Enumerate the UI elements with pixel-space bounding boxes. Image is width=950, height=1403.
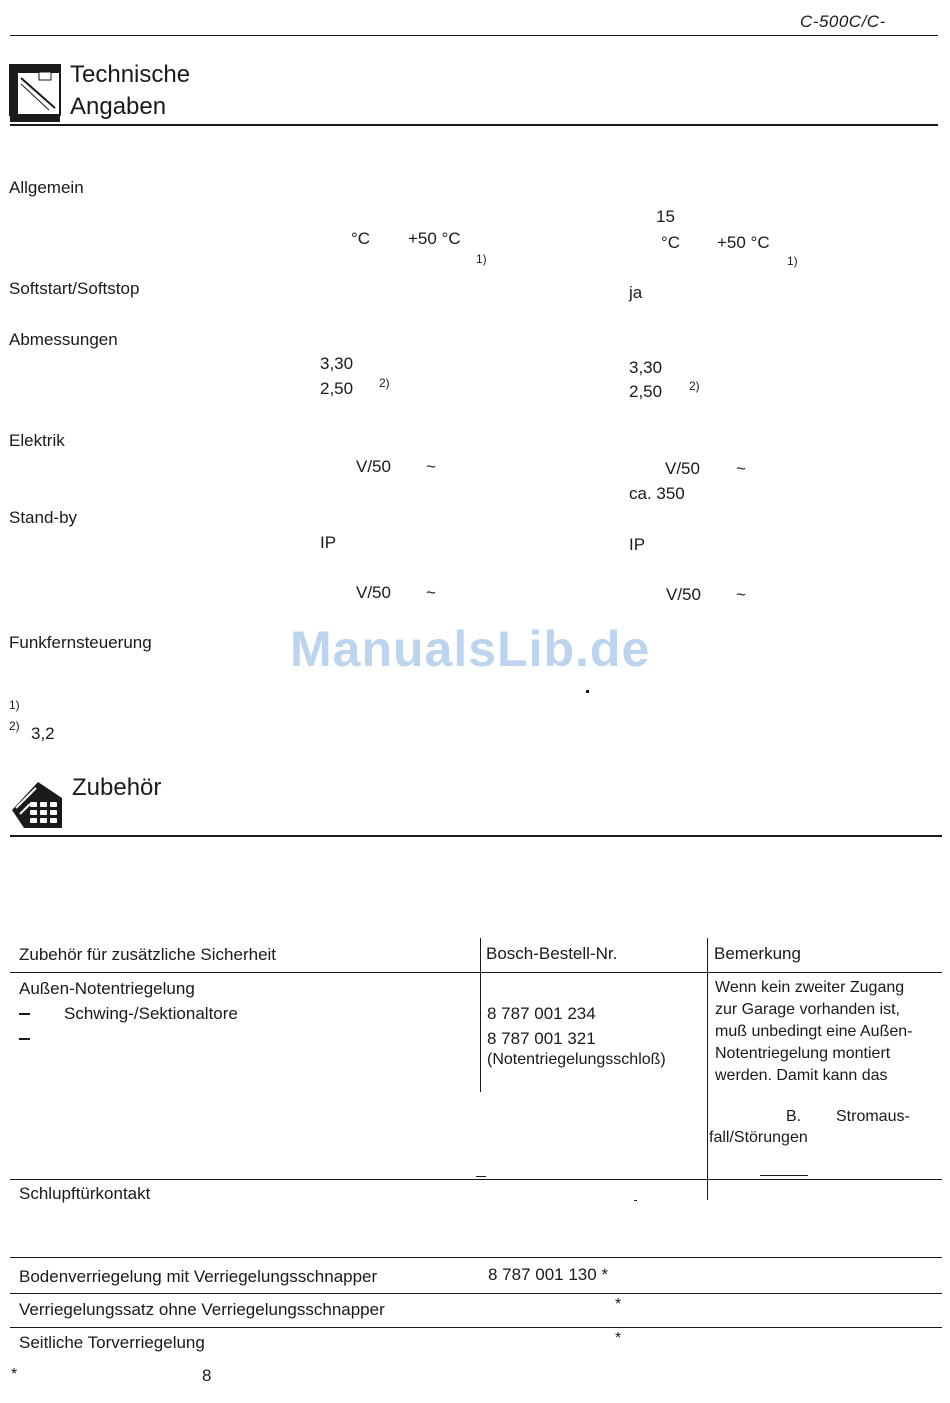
col2-footnote2: 2)	[689, 379, 700, 393]
label-standby: Stand-by	[9, 508, 78, 527]
accessories-rule	[10, 835, 942, 837]
col1-volt: V/50	[356, 457, 391, 476]
col2-temp-unit: °C	[661, 233, 681, 252]
col2-val15: 15	[656, 207, 675, 226]
watermark: ManualsLib.de	[290, 621, 651, 677]
table-header-rule	[10, 972, 942, 973]
speck	[586, 690, 589, 693]
row3-order-no: 8 787 001 130 *	[488, 1265, 609, 1284]
col1-tilde: ~	[426, 457, 436, 476]
footer-number: 8	[202, 1366, 212, 1385]
table-col-divider-2	[707, 938, 708, 1200]
row1-bullet1-dash	[19, 1013, 30, 1015]
col2-footnote1: 1)	[787, 254, 798, 268]
footnote2-mark: 2)	[9, 719, 20, 733]
col1-footnote1: 1)	[476, 252, 487, 266]
table-header-remark: Bemerkung	[714, 944, 801, 963]
row1-remark-line3: muß unbedingt eine Außen-	[715, 1023, 913, 1040]
row1-order-no-3: (Notentriegelungsschloß)	[487, 1051, 666, 1068]
header-rule	[10, 35, 938, 36]
table-header-order-no: Bosch-Bestell-Nr.	[486, 944, 618, 963]
col1-ip: IP	[320, 533, 337, 552]
row1-bullet1: Schwing-/Sektionaltore	[64, 1004, 238, 1023]
label-elektrik: Elektrik	[9, 431, 65, 450]
col1-footnote2: 2)	[379, 376, 390, 390]
col1-dim2: 2,50	[320, 379, 354, 398]
label-allgemein: Allgemein	[9, 178, 84, 197]
row1-rule-tick2	[760, 1175, 808, 1176]
row1-remark-line4: Notentriegelung montiert	[715, 1045, 891, 1062]
row1-order-no-1: 8 787 001 234	[487, 1004, 596, 1023]
col2-ip: IP	[629, 535, 646, 554]
col2-dim1: 3,30	[629, 358, 663, 377]
footnote1-mark: 1)	[9, 698, 20, 712]
row1-rule-tick	[476, 1176, 486, 1177]
row3-title: Bodenverriegelung mit Verriegelungsschnapper	[19, 1267, 378, 1286]
row1-remark-line1: Wenn kein zweiter Zugang	[715, 979, 905, 996]
row2-rule	[10, 1257, 942, 1258]
col2-temp-max: +50 °C	[717, 233, 770, 252]
label-abmessungen: Abmessungen	[9, 330, 118, 349]
document-code: C-500C/C-	[800, 12, 886, 31]
row1-remark-line2: zur Garage vorhanden ist,	[715, 1001, 900, 1018]
section-title-line1: Technische	[70, 61, 191, 88]
row5-order-no: *	[615, 1330, 622, 1347]
col2-tilde: ~	[736, 459, 746, 478]
label-funk: Funkfernsteuerung	[9, 633, 152, 652]
table-header-accessory: Zubehör für zusätzliche Sicherheit	[19, 945, 277, 964]
col2-tilde2: ~	[736, 585, 746, 604]
col1-temp-unit: °C	[351, 229, 371, 248]
col2-dim2: 2,50	[629, 382, 663, 401]
remote-control-icon	[10, 778, 64, 830]
table-col-divider-1	[480, 938, 481, 1092]
section-title-line2: Angaben	[70, 93, 167, 120]
row1-order-no-2: 8 787 001 321	[487, 1029, 596, 1048]
section-rule	[10, 124, 938, 126]
row1-remark-b: B.	[786, 1108, 802, 1125]
label-softstart: Softstart/Softstop	[9, 279, 140, 298]
col1-temp-max: +50 °C	[408, 229, 461, 248]
row4-title: Verriegelungssatz ohne Verriegelungsschnapper	[19, 1300, 385, 1319]
footer-star: *	[11, 1366, 18, 1383]
accessories-title: Zubehör	[72, 774, 162, 801]
row1-rule	[10, 1179, 942, 1180]
col1-tilde2: ~	[426, 583, 436, 602]
col1-dim1: 3,30	[320, 354, 354, 373]
col1-volt2: V/50	[356, 583, 391, 602]
row4-order-no: *	[615, 1296, 622, 1313]
footnote2-value: 3,2	[31, 724, 55, 743]
col2-volt2: V/50	[666, 585, 701, 604]
row1-bullet2-dash	[19, 1038, 30, 1040]
row4-rule	[10, 1327, 942, 1328]
row1-remark-line5: werden. Damit kann das	[715, 1067, 888, 1084]
col2-volt: V/50	[665, 459, 700, 478]
col2-softstart: ja	[629, 283, 643, 302]
row1-remark-d: fall/Störungen	[709, 1129, 808, 1146]
row1-remark-c: Stromaus-	[836, 1108, 910, 1125]
row2-title: Schlupftürkontakt	[19, 1184, 151, 1203]
row1-title: Außen-Notentriegelung	[19, 979, 195, 998]
row2-speck	[634, 1200, 637, 1201]
row5-title: Seitliche Torverriegelung	[19, 1333, 205, 1352]
row3-rule	[10, 1293, 942, 1294]
col2-power: ca. 350	[629, 484, 685, 503]
technical-drawing-icon	[9, 64, 61, 124]
